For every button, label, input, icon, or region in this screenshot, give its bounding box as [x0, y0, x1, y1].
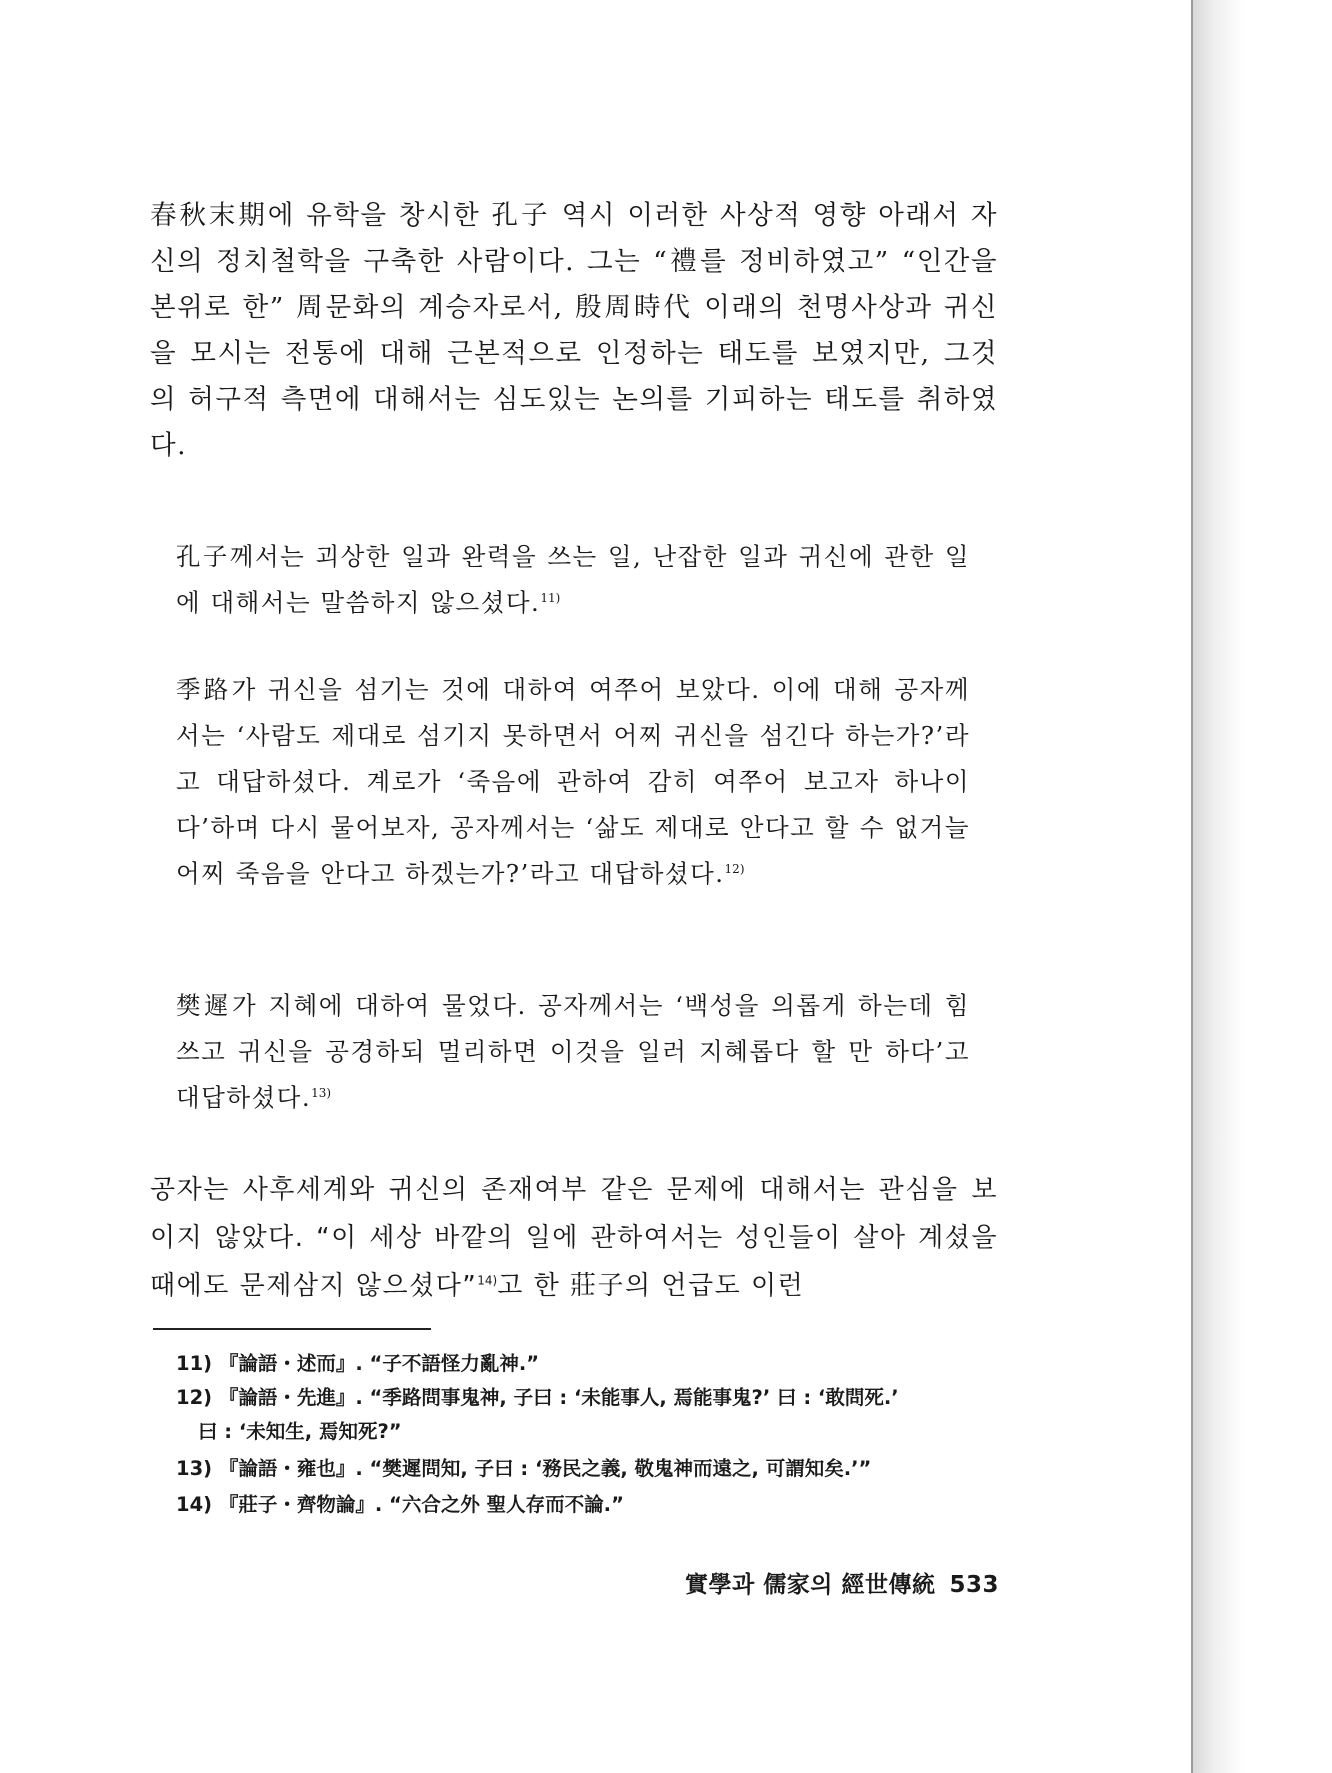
footnote-14: 14) 『莊子・齊物論』. “六合之外 聖人存而不論.” [176, 1493, 624, 1516]
quote-block-3: 樊遲가 지혜에 대하여 물었다. 공자께서는 ‘백성을 의롭게 하는데 힘쓰고 귀신을 공경하되 멀리하면 이것을 일러 지혜롭다 할 만 하다’고 대답하셨다.$^{13)}$ [176, 991, 970, 1112]
quote-block-1: 孔子께서는 괴상한 일과 완력을 쓰는 일, 난잡한 일과 귀신에 관한 일에 대해서는 말씀하지 않으셨다.$^{11)}$ [176, 542, 970, 617]
running-footer-title: 實學과 儒家의 經世傳統 [685, 1572, 936, 1598]
footnote-11: 11) 『論語・述而』. “子不語怪力亂神.” [176, 1352, 540, 1375]
page-edge-shadow [1193, 0, 1245, 1773]
running-footer [671, 1566, 999, 1599]
footnote-12: 12) 『論語・先進』. “季路問事鬼神, 子曰 : ‘未能事人, 焉能事鬼?’ 曰 : ‘敢問死.’ [176, 1386, 899, 1409]
body-paragraph-2: 공자는 사후세계와 귀신의 존재여부 같은 문제에 대해서는 관심을 보이지 않았다. “이 세상 바깥의 일에 관하여서는 성인들이 살아 계셨을 때에도 문제삼지 않으셨다”$^{14)}$고 한 莊子의 언급도 이런 [150, 1175, 998, 1301]
footnote-marker-12[interactable]: 12) [724, 861, 745, 876]
footnote-divider [153, 1328, 431, 1330]
footnote-12-continued: 曰 : ‘未知生, 焉知死?” [198, 1420, 402, 1443]
footnote-marker-11[interactable]: 11) [540, 590, 561, 605]
footnote-marker-14[interactable]: 14) [477, 1273, 498, 1288]
footnote-13: 13) 『論語・雍也』. “樊遲問知, 子曰 : ‘務民之義, 敬鬼神而遠之, 可謂知矣.’” [176, 1457, 872, 1480]
body-paragraph-1: 春秋末期에 유학을 창시한 孔子 역시 이러한 사상적 영향 아래서 자신의 정치철학을 구축한 사람이다. 그는 “禮를 정비하였고” “인간을 본위로 한” 周문화의 계승자로서, 殷周時代 이래의 천명사상과 귀신을 모시는 전통에 대해 근본적으로 인정하는 태도를 보였지만, 그것의 허구적 측면에 대해서는 심도있는 논의를 기피하는 태도를 취하였다. [150, 200, 998, 461]
footnote-marker-13[interactable]: 13) [311, 1085, 332, 1100]
quote-block-2: 季路가 귀신을 섬기는 것에 대하여 여쭈어 보았다. 이에 대해 공자께서는 ‘사람도 제대로 섬기지 못하면서 어찌 귀신을 섬긴다 하는가?’라고 대답하셨다. 계로가 ‘죽음에 관하여 감히 여쭈어 보고자 하나이다’하며 다시 물어보자, 공자께서는 ‘삶도 제대로 안다고 할 수 없거늘 어찌 죽음을 안다고 하겠는가?’라고 대답하셨다.$^{12)}$ [176, 675, 970, 888]
page-number: 533 [949, 1572, 999, 1598]
